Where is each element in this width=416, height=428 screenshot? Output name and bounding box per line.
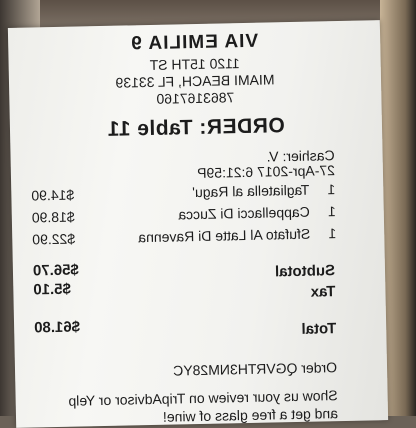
subtotal-label: Subtotal [274, 262, 336, 281]
item-name: Tagliatella al Ragu' [192, 181, 310, 201]
item-qty: 1 [328, 225, 337, 242]
item-price: $14.90 [31, 186, 75, 204]
item-price: $18.90 [31, 208, 75, 226]
store-address-line2: MIAMI BEACH, FL 33139 [115, 71, 275, 91]
item-qty: 1 [327, 181, 336, 198]
store-address-line1: 1120 15TH ST [149, 55, 240, 73]
receipt-content [8, 20, 388, 428]
order-title: ORDER: Table 11 [107, 114, 285, 141]
item-name: Cappellacci Di Zucca [178, 203, 310, 223]
subtotal-value: $56.70 [32, 261, 80, 280]
tax-label: Tax [310, 283, 336, 301]
cashier: Cashier: V. [266, 147, 335, 165]
item-name: Sfufato Al Latte Di Ravenna [138, 225, 311, 246]
store-name: VIA EMILIA 9 [130, 30, 259, 55]
promo-line1: Show us your review on TripAdvisor or Yelp [68, 387, 338, 409]
item-qty: 1 [327, 203, 336, 220]
total-value: $61.80 [33, 318, 81, 337]
item-price: $22.90 [32, 230, 76, 248]
total-label: Total [301, 320, 337, 338]
order-datetime: 27-Apr-2017 6:21:59P [196, 162, 336, 182]
receipt-paper [8, 20, 388, 428]
store-phone: 7863167160 [156, 89, 235, 107]
tax-value: $5.10 [33, 280, 72, 299]
order-id: Order QGVRTH3NM28YC [172, 359, 338, 379]
promo-line2: and get a free glass of wine! [162, 405, 339, 425]
